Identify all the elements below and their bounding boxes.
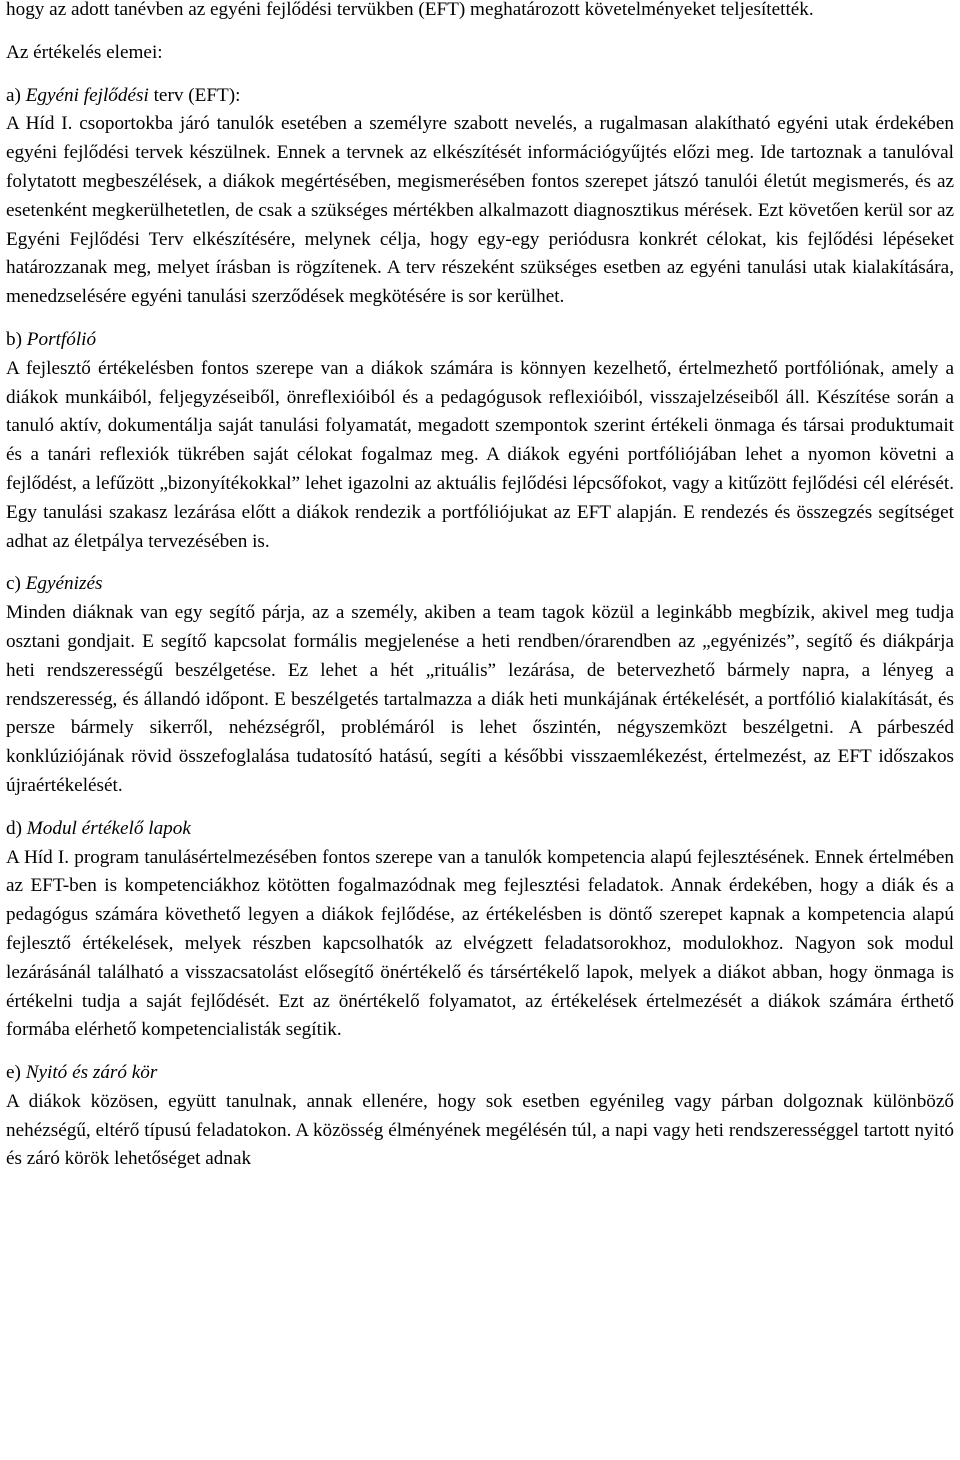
section-c-letter: c): [6, 573, 21, 595]
section-d-heading: [6, 815, 954, 844]
section-a-letter: a): [6, 84, 21, 106]
section-b-title: Portfólió: [26, 328, 97, 350]
section-d-body: A Híd I. program tanulásértelmezésében fontos szerepe van a tanulók kompetencia alapú fejlesztésének. Ennek értelmében az EFT-ben is kompetenciákhoz kötötten fogalmazódnak meg fejlesztési feladatok. Annak érdekében, hogy a diák és a pedagógus számára követhető legyen a diákok fejlődése, az értékelésben is döntő szerepet kapnak a kompetencia alapú fejlesztő értékelések, melyek részben kapcsolhatók az elvégzett feladatsorokhoz, modulokhoz. Nagyon sok modul lezárásánál található a visszacsatolást elősegítő önértékelő és társértékelő lapok, melyek a diákot abban, hogy önmaga is értékelni tudja a saját fejlődését. Ezt az önértékelő folyamatot, az értékelések értelmezését a diákok számára érthető formába elérhető kompetencialisták segítik.: [6, 846, 954, 1041]
section-d-letter: d): [6, 817, 22, 839]
section-a-body: A Híd I. csoportokba járó tanulók esetében a személyre szabott nevelés, a rugalmasan alakítható egyéni utak érdekében egyéni fejlődési tervek készülnek. Ennek a tervnek az elkészítését információgyűjtés előzi meg. Ide tartoznak a tanulóval folytatott megbeszélések, a diákok megértésében, megismerésében fontos szerepet játszó tanulói életút megismerés, és az esetenként megkerülhetetlen, de csak a szükséges mértékben alkalmazott diagnosztikus mérések. Ezt követően kerül sor az Egyéni Fejlődési Terv elkészítésére, melynek célja, hogy egy-egy periódusra konkrét célokat, kis fejlődési lépéseket határozzanak meg, melyet írásban is rögzítenek. A terv részeként szükséges esetben az egyéni tanulási utak kialakítására, menedzselésére egyéni tanulási szerződések megkötésére is sor kerülhet.: [6, 113, 954, 308]
section-e-letter: e): [6, 1062, 21, 1084]
section-b-heading: [6, 326, 954, 355]
section-c-title: Egyénizés: [25, 573, 103, 595]
section-d-title: Modul értékelő lapok: [26, 817, 191, 839]
section-c-body: Minden diáknak van egy segítő párja, az a személy, akiben a team tagok közül a leginkább megbízik, akivel meg tudja osztani gondjait. E segítő kapcsolat formális megjelenése a heti rendben/órarendben az „egyénizés”, segítő és diákpárja heti rendszerességű beszélgetése. Ez lehet a hét „rituális” lezárása, de betervezhető bármely napra, a lényeg a rendszeresség, és állandó időpont. E beszélgetés tartalmazza a diák heti munkájának értékelését, a portfólió kialakítását, és persze bármely sikerről, nehézségről, problémáról is lehet őszintén, négyszemközt beszélgetni. A párbeszéd konklúziójának rövid összefoglalása tudatosító hatású, segíti a későbbi visszaemlékezést, értelmezést, az EFT időszakos újraértékelését.: [6, 602, 954, 796]
section-b-body: A fejlesztő értékelésben fontos szerepe van a diákok számára is könnyen kezelhető, értelmezhető portfóliónak, amely a diákok munkáiból, feljegyzéseiből, önreflexióiból és a pedagógusok reflexióiból, visszajelzéseiből áll. Készítése során a tanuló aktív, dokumentálja saját tanulási folyamatát, megadott szempontok szerint értékeli önmaga és társai produktumait és a tanári reflexiók tükrében saját célokat fogalmaz meg. A diákok egyéni portfóliójában lehet a nyomon követni a fejlődést, a lefűzött „bizonyítékokkal” lehet igazolni az aktuális fejlődési lépcsőfokot, vagy a kitűzött fejlődési cél elérését. Egy tanulási szakasz lezárása előtt a diákok rendezik a portfóliójukat az EFT alapján. E rendezés és összegzés segítséget adhat az életpálya tervezésében is.: [6, 357, 954, 552]
section-e-title: Nyitó és záró kör: [25, 1062, 158, 1084]
section-b-letter: b): [6, 328, 22, 350]
intro-paragraph: hogy az adott tanévben az egyéni fejlődési tervükben (EFT) meghatározott követelményeket teljesítették.: [6, 0, 814, 20]
elements-heading: Az értékelés elemei:: [6, 41, 163, 63]
section-e-body: A diákok közösen, együtt tanulnak, annak ellenére, hogy sok esetben egyénileg vagy párban dolgoznak különböző nehézségű, eltérő típusú feladatokon. A közösség élményének megélésén túl, a napi vagy heti rendszerességgel tartott nyitó és záró körök lehetőséget adnak: [6, 1090, 954, 1170]
section-c-heading: [6, 570, 954, 599]
section-a-title: Egyéni fejlődési: [25, 84, 149, 106]
section-a-title-suffix: terv (EFT):: [153, 84, 241, 106]
section-a-heading: [6, 82, 954, 111]
section-e-heading: [6, 1059, 954, 1088]
